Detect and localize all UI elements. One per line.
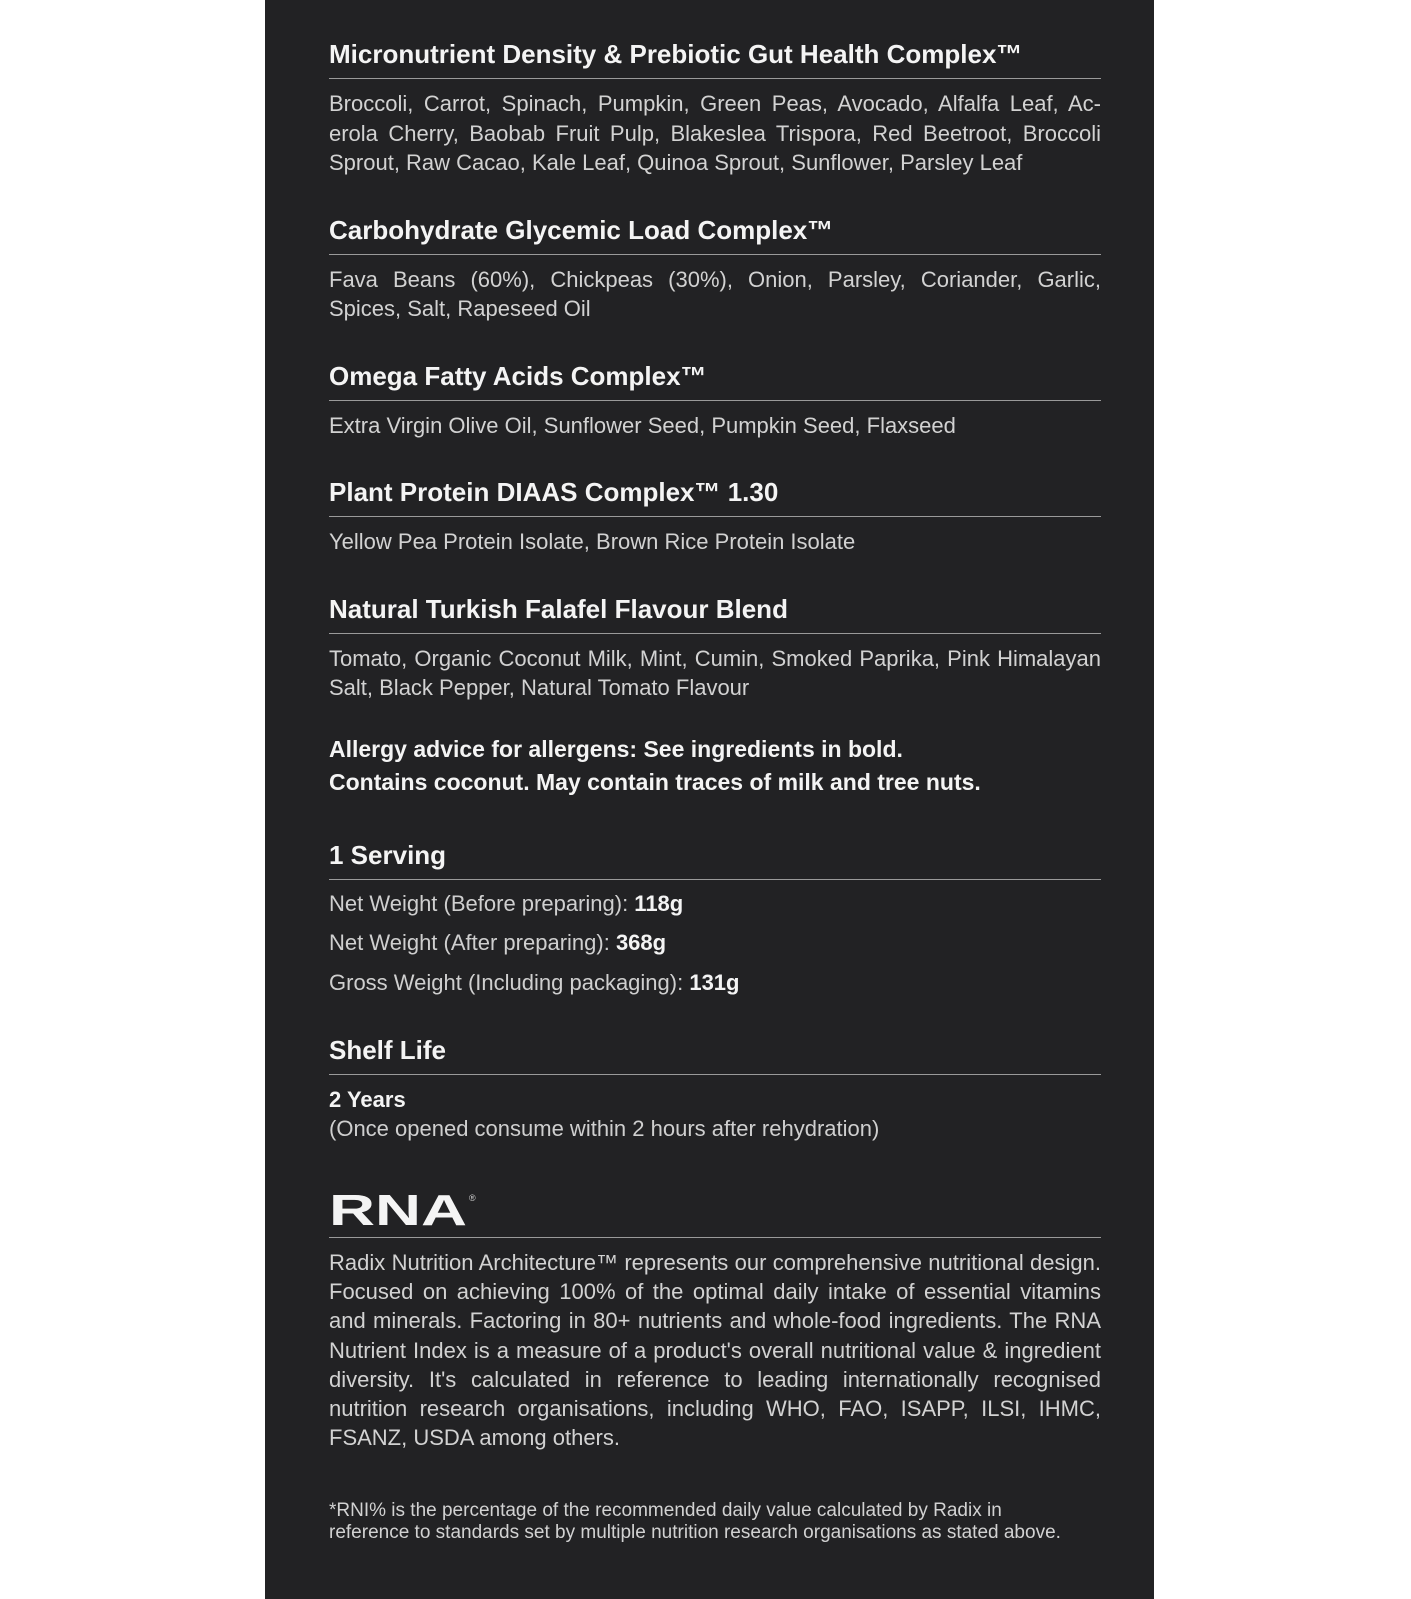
rna-description: Radix Nutrition Architecture™ represents our comprehensive nutritional design. Focused on achieving 100% of the optimal daily intake of essential vitamins and minerals. Factoring in 80+ nutrients and whole-food ingredients. The RNA Nutrient Index is a measure of a product's overall nutritional value & ingredient diversity. It's calculated in reference to leading internationally recognised nutrition research organisations, including WHO, FAO, ISAPP, ILSI, IHMC, FSANZ, USDA among others. xyxy=(329,1250,1101,1451)
section-protein xyxy=(329,474,1101,557)
weight-value: 118g xyxy=(634,890,684,916)
weight-label: Gross Weight (Including packaging): xyxy=(329,969,690,995)
weight-row xyxy=(329,923,1101,963)
rni-footnote: *RNI% is the percentage of the recommended daily value calculated by Radix in reference to standards set by multiple nutrition research organisations as stated above. xyxy=(329,1500,1061,1543)
rna-logo-text: RNA xyxy=(329,1191,467,1229)
weight-label: Net Weight (After preparing): xyxy=(329,930,616,955)
weight-row xyxy=(329,884,1101,924)
weight-value: 368g xyxy=(615,930,667,955)
section-title: Natural Turkish Falafel Flavour Blend xyxy=(329,591,1101,634)
panel-content xyxy=(329,36,1101,1543)
rna-logo xyxy=(329,1191,479,1229)
section-body: Tomato, Organic Coconut Milk, Mint, Cumin, Smoked Paprika, Pink Himalayan Salt, Black Pepper, Natural Tomato Flavour xyxy=(329,645,1101,700)
rna-registered-mark: ® xyxy=(469,1193,476,1203)
section-body: Yellow Pea Protein Isolate, Brown Rice Protein Isolate xyxy=(329,529,856,554)
section-serving xyxy=(329,837,1101,1003)
rna-logo-block xyxy=(329,1191,1101,1238)
shelf-value: 2 Years xyxy=(329,1087,406,1112)
weight-row xyxy=(329,963,1101,1003)
ingredients-panel xyxy=(265,0,1154,1599)
section-title: Carbohydrate Glycemic Load Complex™ xyxy=(329,212,1101,255)
section-body: Broccoli, Carrot, Spinach, Pumpkin, Green Peas, Avocado, Alfalfa Leaf, Acerola Cherry, Baobab Fruit Pulp, Blakeslea Trispora, Red Beetroot, Broccoli Sprout, Raw Cacao, Kale Leaf, Quinoa Sprout, Sunflower, Parsley Leaf xyxy=(329,91,1101,175)
section-flavour xyxy=(329,591,1101,703)
section-carbohydrate xyxy=(329,212,1101,324)
allergy-advice xyxy=(329,733,1101,799)
serving-title: 1 Serving xyxy=(329,837,1101,880)
shelf-title: Shelf Life xyxy=(329,1032,1101,1075)
allergy-line-1: Allergy advice for allergens: See ingredients in bold. xyxy=(329,735,903,762)
shelf-note: (Once opened consume within 2 hours after rehydration) xyxy=(329,1116,880,1141)
section-body: Fava Beans (60%), Chickpeas (30%), Onion, Parsley, Coriander, Garlic, Spices, Salt, Rapeseed Oil xyxy=(329,266,1101,321)
allergy-line-2: Contains coconut. May contain traces of milk and tree nuts. xyxy=(329,768,981,795)
section-micronutrient xyxy=(329,36,1101,178)
section-omega xyxy=(329,358,1101,441)
section-body: Extra Virgin Olive Oil, Sunflower Seed, Pumpkin Seed, Flaxseed xyxy=(329,412,956,438)
weight-label: Net Weight (Before preparing): xyxy=(329,890,635,916)
section-title: Omega Fatty Acids Complex™ xyxy=(329,358,1101,401)
section-shelf-life xyxy=(329,1032,1101,1143)
weight-value: 131g xyxy=(689,969,740,995)
section-title: Plant Protein DIAAS Complex™ 1.30 xyxy=(329,474,1101,517)
section-title: Micronutrient Density & Prebiotic Gut Health Complex™ xyxy=(329,36,1101,79)
